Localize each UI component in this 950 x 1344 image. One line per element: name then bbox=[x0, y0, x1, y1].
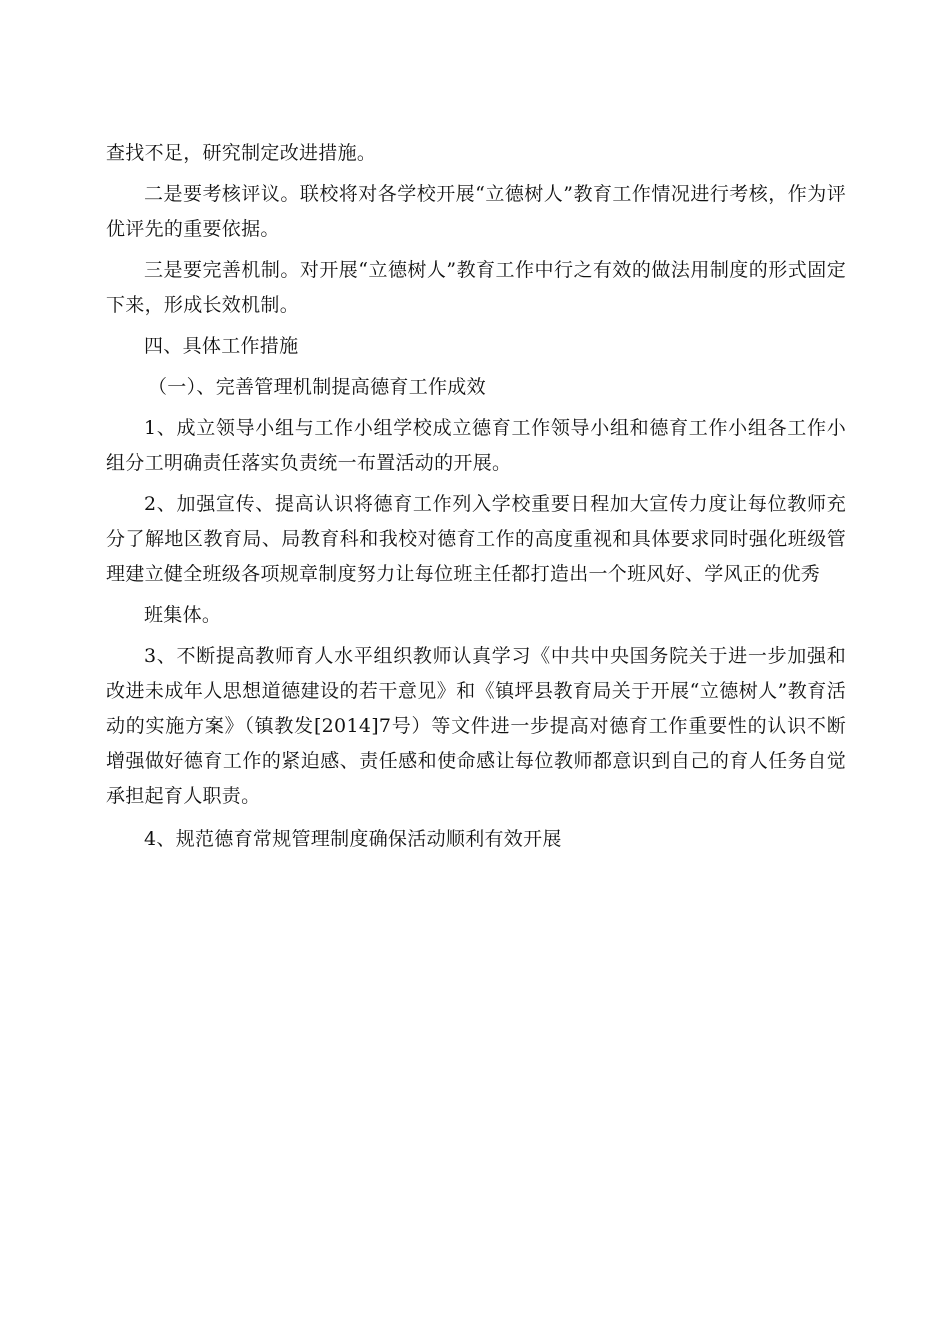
subsection-heading-management: （一）、完善管理机制提高德育工作成效 bbox=[148, 376, 486, 398]
paragraph-item-4: 4、规范德育常规管理制度确保活动顺利有效开展 bbox=[144, 828, 562, 850]
paragraph-item-1: 1、成立领导小组与工作小组学校成立德育工作领导小组和德育工作小组各工作小组分工明确责任落实负责统一布置活动的开展。 bbox=[106, 417, 846, 474]
paragraph-item-3: 3、不断提高教师育人水平组织教师认真学习《中共中央国务院关于进一步加强和改进未成年人思想道德建设的若干意见》和《镇坪县教育局关于开展“立德树人”教育活动的实施方案》（镇教发[2014]7号）等文件进一步提高对德育工作重要性的认识不断增强做好德育工作的紧迫感、责任感和使命感让每位教师都意识到自己的育人任务自觉承担起育人职责。 bbox=[106, 645, 846, 807]
section-heading-measures: 四、具体工作措施 bbox=[144, 335, 299, 357]
document-body bbox=[106, 136, 846, 857]
paragraph-assessment: 二是要考核评议。联校将对各学校开展“立德树人”教育工作情况进行考核，作为评优评先的重要依据。 bbox=[106, 183, 846, 240]
paragraph-mechanism: 三是要完善机制。对开展“立德树人”教育工作中行之有效的做法用制度的形式固定下来，形成长效机制。 bbox=[106, 259, 846, 316]
paragraph-item-2-continuation: 班集体。 bbox=[144, 604, 222, 626]
paragraph-item-2: 2、加强宣传、提高认识将德育工作列入学校重要日程加大宣传力度让每位教师充分了解地区教育局、局教育科和我校对德育工作的高度重视和具体要求同时强化班级管理建立健全班级各项规章制度努力让每位班主任都打造出一个班风好、学风正的优秀 bbox=[106, 493, 846, 585]
paragraph-continuation: 查找不足，研究制定改进措施。 bbox=[106, 142, 377, 164]
